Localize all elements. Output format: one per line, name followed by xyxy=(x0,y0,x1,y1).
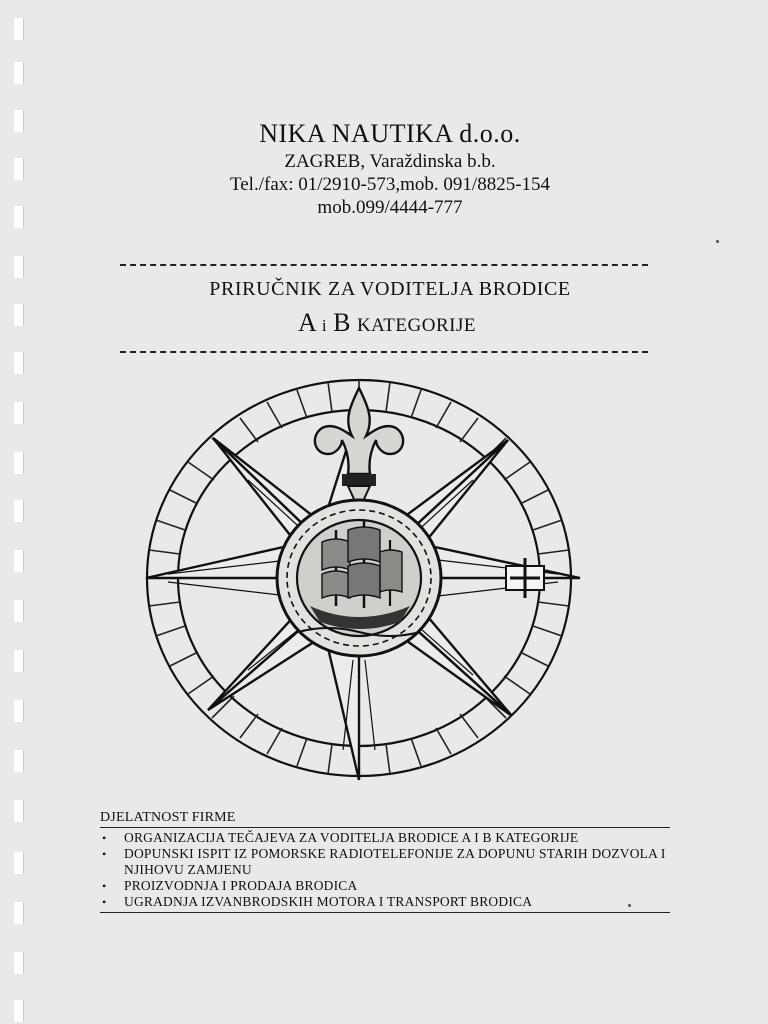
binding-hole xyxy=(14,952,24,974)
binding-hole xyxy=(14,600,24,622)
binding-hole xyxy=(14,352,24,374)
binding-hole xyxy=(14,500,24,522)
scan-speck xyxy=(716,240,719,243)
binding-hole xyxy=(14,700,24,722)
binding-hole xyxy=(14,750,24,772)
compass-rose-icon xyxy=(138,370,590,790)
binding-hole xyxy=(14,62,24,84)
binding-hole xyxy=(14,550,24,572)
category-conjunction: i xyxy=(321,316,327,335)
rose-fleur-de-lis xyxy=(315,388,403,510)
binding-hole xyxy=(14,1000,24,1022)
divider-top xyxy=(120,264,648,266)
binding-hole xyxy=(14,800,24,822)
category-a: A xyxy=(298,308,316,337)
company-address: ZAGREB, Varaždinska b.b. xyxy=(284,151,496,172)
company-phone: Tel./fax: 01/2910-573,mob. 091/8825-154 xyxy=(229,174,551,195)
category-b: B xyxy=(333,308,351,337)
list-item: • ORGANIZACIJA TEČAJEVA ZA VODITELJA BRODICE A I B KATEGORIJE xyxy=(100,830,670,846)
divider-bottom xyxy=(120,351,648,353)
binding-hole xyxy=(14,902,24,924)
binding-hole xyxy=(14,256,24,278)
company-mobile: mob.099/4444-777 xyxy=(317,197,463,218)
scan-speck xyxy=(628,904,631,907)
binding-hole xyxy=(14,452,24,474)
category-word: KATEGORIJE xyxy=(356,315,476,336)
binding-hole xyxy=(14,852,24,874)
company-activities xyxy=(100,810,670,913)
binding-hole xyxy=(14,402,24,424)
company-name: NIKA NAUTIKA d.o.o. xyxy=(259,119,521,148)
activities-list xyxy=(100,830,670,913)
company-header xyxy=(0,118,768,219)
manual-title-block xyxy=(0,276,768,343)
activities-heading: DJELATNOST FIRME xyxy=(100,810,670,828)
manual-category xyxy=(6,306,768,343)
binding-hole xyxy=(14,18,24,40)
list-item: • PROIZVODNJA I PRODAJA BRODICA xyxy=(100,878,670,894)
list-item: • UGRADNJA IZVANBRODSKIH MOTORA I TRANSPORT BRODICA xyxy=(100,894,670,913)
list-item: • DOPUNSKI ISPIT IZ POMORSKE RADIOTELEFONIJE ZA DOPUNU STARIH DOZVOLA I NJIHOVU ZAMJENU xyxy=(100,846,670,878)
binding-hole xyxy=(14,650,24,672)
manual-title: PRIRUČNIK ZA VODITELJA BRODICE xyxy=(209,278,571,300)
